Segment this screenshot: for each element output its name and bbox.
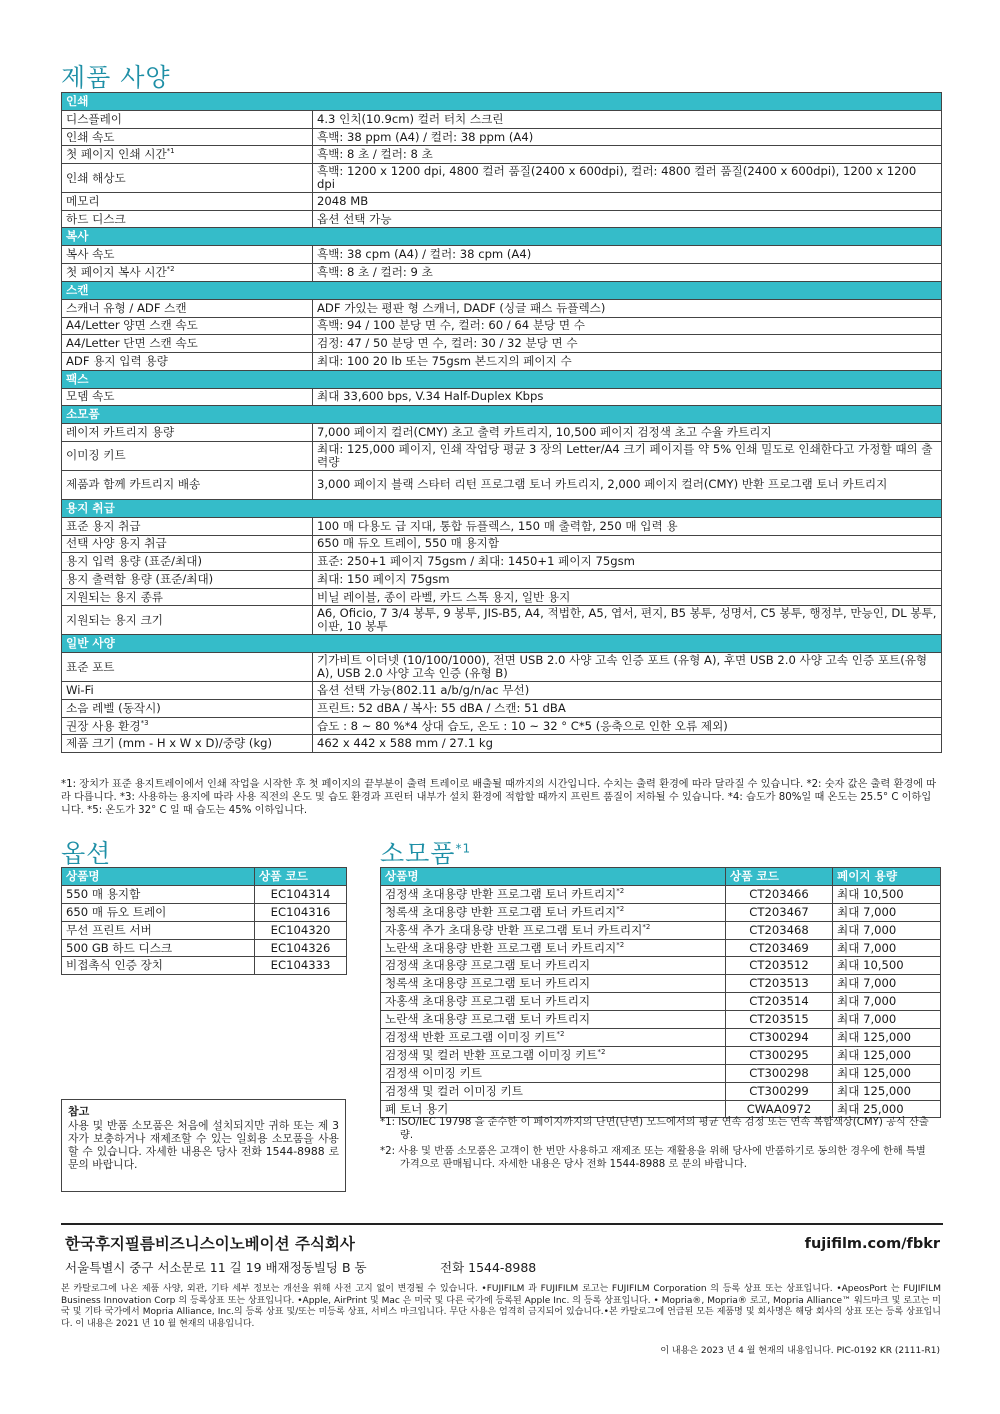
spec-label: [62, 682, 313, 700]
supply-yield: 최대 10,500: [833, 885, 941, 903]
spec-value: 옵션 선택 가능(802.11 a/b/g/n/ac 무선): [313, 682, 942, 700]
supplies-row: [381, 957, 941, 975]
spec-label: [62, 470, 313, 499]
spec-row: [62, 535, 942, 553]
option-code: EC104326: [255, 939, 347, 957]
spec-row: [62, 606, 942, 635]
spec-value: 462 x 442 x 588 mm / 27.1 kg: [313, 735, 942, 753]
spec-label-text: 용지 입력 용량 (표준/최대): [66, 554, 203, 569]
supplies-footnote-1: *1: ISO/IEC 19798 을 준수한 이 페이지까지의 단면(단면) 모드에서의 평균 연속 검정 또는 연속 복합색상(CMY) 공식 산출량.: [380, 1117, 929, 1141]
supplies-row: [381, 1011, 941, 1029]
supplies-title-sup: *1: [455, 841, 472, 856]
spec-row: [62, 193, 942, 211]
spec-value: A6, Oficio, 7 3/4 봉투, 9 봉투, JIS-B5, A4, 적법한, A5, 엽서, 편지, B5 봉투, 성명서, C5 봉투, 행정부, 만능인, DL 봉투, 이판, 10 봉투: [313, 606, 942, 635]
spec-label: [62, 588, 313, 606]
supplies-row: [381, 903, 941, 921]
spec-label-text: 첫 페이지 복사 시간: [66, 264, 167, 279]
supplies-row: [381, 885, 941, 903]
option-name: 550 매 용지함: [62, 885, 255, 903]
spec-label: [62, 606, 313, 635]
spec-footnote: *1: 장치가 표준 용지트레이에서 인쇄 작업을 시작한 후 첫 페이지의 끝부분이 출력 트레이로 배출될 때까지의 시간입니다. 수치는 출력 환경에 따라 달라질 수 있습니다. *2: 숫자 값은 출력 환경에 따라 다릅니다. *3: 사용하는 용지에 따라 사용 직전의 온도 및 습도 환경과 프린터 내부가 설치 환경에 적합할 때까지 프린트 품질이 저하될 수 있습니다. *4: 습도가 80%일 때 온도는 25.5° C 이하입니다. *5: 온도가 32° C 일 때 습도는 45% 이하입니다.: [61, 779, 937, 816]
supply-name: [381, 975, 726, 993]
options-row: [62, 957, 347, 975]
supply-yield: 최대 10,500: [833, 957, 941, 975]
spec-label: [62, 111, 313, 129]
spec-value: 프린트: 52 dBA / 복사: 55 dBA / 스캔: 51 dBA: [313, 700, 942, 718]
spec-row: [62, 317, 942, 335]
spec-table: [61, 92, 942, 753]
spec-value: 2048 MB: [313, 193, 942, 211]
notice-body: 사용 및 반품 소모품은 처음에 설치되지만 귀하 또는 제 3 자가 보충하거나 재제조할 수 있는 일회용 소모품을 사용할 수 있습니다. 자세한 내용은 당사 전화 1544-8988 로 문의 바랍니다.: [68, 1119, 339, 1171]
spec-section-header: [62, 228, 942, 246]
supply-name-sup: *2: [556, 1030, 565, 1039]
supplies-row: [381, 1046, 941, 1064]
spec-label: [62, 164, 313, 193]
spec-label: [62, 653, 313, 682]
spec-row: [62, 717, 942, 735]
supply-name-text: 검정색 및 컬러 이미징 키트: [385, 1083, 523, 1098]
spec-label: [62, 210, 313, 228]
supply-code: CT300295: [726, 1046, 833, 1064]
spec-value: 검정: 47 / 50 분당 면 수, 컬러: 30 / 32 분당 면 수: [313, 335, 942, 353]
supply-name-text: 검정색 초대용량 반환 프로그램 토너 카트리지: [385, 886, 617, 901]
supply-name: [381, 921, 726, 939]
spec-value: 비닐 레이블, 종이 라벨, 카드 스톡 용지, 일반 용지: [313, 588, 942, 606]
spec-row: [62, 164, 942, 193]
spec-value: 최대 33,600 bps, V.34 Half-Duplex Kbps: [313, 388, 942, 406]
spec-row: [62, 146, 942, 164]
spec-label: [62, 735, 313, 753]
spec-label: [62, 317, 313, 335]
spec-row: [62, 682, 942, 700]
supply-name-text: 자홍색 초대용량 프로그램 토너 카트리지: [385, 994, 591, 1009]
spec-row: [62, 424, 942, 442]
spec-row: [62, 352, 942, 370]
spec-value: 흑백: 8 초 / 컬러: 9 초: [313, 264, 942, 282]
company-phone: 전화 1544-8988: [440, 1260, 537, 1275]
spec-label-text: 스캐너 유형 / ADF 스캔: [66, 300, 187, 315]
supply-code: CT203512: [726, 957, 833, 975]
date-note: 이 내용은 2023 년 4 월 현재의 내용입니다. PIC-0192 KR (2111-R1): [660, 1346, 940, 1356]
supply-code: CT203469: [726, 939, 833, 957]
supply-name: [381, 903, 726, 921]
spec-label-text: ADF 용지 입력 용량: [66, 353, 168, 368]
supply-name: [381, 1029, 726, 1047]
supply-code: CT300298: [726, 1064, 833, 1082]
supply-name-text: 청록색 초대용량 반환 프로그램 토너 카트리지: [385, 904, 617, 919]
spec-label-sup: *1: [166, 147, 175, 156]
option-name: 500 GB 하드 디스크: [62, 939, 255, 957]
options-header-name: 상품명: [62, 868, 255, 886]
option-name: 650 매 듀오 트레이: [62, 903, 255, 921]
supplies-row: [381, 1064, 941, 1082]
spec-row: [62, 299, 942, 317]
spec-section-header: [62, 406, 942, 424]
supply-name-text: 청록색 초대용량 프로그램 토너 카트리지: [385, 976, 591, 991]
options-row: [62, 939, 347, 957]
spec-label-text: 선택 사양 용지 취급: [66, 536, 167, 551]
spec-label-text: 지원되는 용지 종류: [66, 589, 163, 604]
spec-value: 흑백: 1200 x 1200 dpi, 4800 컬러 품질(2400 x 600dpi), 컬러: 4800 컬러 품질(2400 x 600dpi), 1200 x 1200 dpi: [313, 164, 942, 193]
spec-row: [62, 653, 942, 682]
spec-row: [62, 470, 942, 499]
spec-section-title: 팩스: [62, 370, 942, 388]
supply-yield: 최대 7,000: [833, 903, 941, 921]
supply-name-sup: *2: [616, 904, 625, 913]
supply-name-text: 폐 토너 용기: [385, 1101, 449, 1116]
spec-section-header: [62, 635, 942, 653]
spec-section-title: 복사: [62, 228, 942, 246]
spec-label: [62, 299, 313, 317]
spec-label-text: A4/Letter 양면 스캔 속도: [66, 318, 198, 333]
spec-value: 흑백: 38 ppm (A4) / 컬러: 38 ppm (A4): [313, 128, 942, 146]
spec-label: [62, 146, 313, 164]
spec-value: ADF 가있는 평판 형 스캐너, DADF (싱글 패스 듀플렉스): [313, 299, 942, 317]
supplies-row: [381, 1029, 941, 1047]
spec-row: [62, 335, 942, 353]
supply-code: CT203468: [726, 921, 833, 939]
spec-label-text: 지원되는 용지 크기: [66, 612, 163, 627]
supply-yield: 최대 125,000: [833, 1064, 941, 1082]
spec-label: [62, 700, 313, 718]
supplies-table: [380, 867, 941, 1118]
company-name: 한국후지필름비즈니스이노베이션 주식회사: [65, 1235, 355, 1253]
spec-section-header: [62, 93, 942, 111]
spec-label-text: 권장 사용 환경: [66, 718, 141, 733]
spec-label-text: 첫 페이지 인쇄 시간: [66, 147, 167, 162]
supply-name: [381, 939, 726, 957]
spec-label: [62, 517, 313, 535]
spec-section-title: 인쇄: [62, 93, 942, 111]
options-header-code: 상품 코드: [255, 868, 347, 886]
spec-value: 3,000 페이지 블랙 스타터 리턴 프로그램 토너 카트리지, 2,000 페이지 컬러(CMY) 반환 프로그램 토너 카트리지: [313, 470, 942, 499]
supply-yield: 최대 25,000: [833, 1100, 941, 1118]
spec-label-text: 인쇄 해상도: [66, 170, 126, 185]
supply-code: CWAA0972: [726, 1100, 833, 1118]
supply-name: [381, 957, 726, 975]
spec-label: [62, 352, 313, 370]
supply-yield: 최대 7,000: [833, 939, 941, 957]
spec-label-text: 메모리: [66, 193, 100, 208]
spec-label-text: 레이저 카트리지 용량: [66, 425, 175, 440]
spec-section-title: 소모품: [62, 406, 942, 424]
spec-value: 옵션 선택 가능: [313, 210, 942, 228]
supply-name: [381, 1011, 726, 1029]
spec-value: 기가비트 이더넷 (10/100/1000), 전면 USB 2.0 사양 고속 인증 포트 (유형 A), 후면 USB 2.0 사양 고속 인증 포트(유형 A), USB 2.0 사양 고속 인증 (유형 B): [313, 653, 942, 682]
supplies-header-yield: 페이지 용량: [833, 868, 941, 886]
spec-label: [62, 571, 313, 589]
spec-value: 최대: 125,000 페이지, 인쇄 작업당 평균 3 장의 Letter/A4 크기 페이지를 약 5% 인쇄 밀도로 인쇄한다고 가정할 때의 출력량: [313, 441, 942, 470]
supply-name: [381, 1082, 726, 1100]
supplies-title: [380, 834, 471, 870]
spec-label-text: 표준 포트: [66, 659, 115, 674]
spec-label-text: 디스플레이: [66, 111, 122, 126]
supply-yield: 최대 7,000: [833, 975, 941, 993]
spec-label: [62, 441, 313, 470]
spec-label-text: 소음 레벨 (동작시): [66, 700, 161, 715]
supplies-row: [381, 975, 941, 993]
supply-code: CT300294: [726, 1029, 833, 1047]
supply-code: CT203466: [726, 885, 833, 903]
options-row: [62, 903, 347, 921]
supply-name: [381, 1064, 726, 1082]
option-code: EC104320: [255, 921, 347, 939]
options-row: [62, 921, 347, 939]
spec-value: 100 매 다용도 급 지대, 통합 듀플렉스, 150 매 출력함, 250 매 입력 용: [313, 517, 942, 535]
spec-value: 최대: 150 페이지 75gsm: [313, 571, 942, 589]
supply-name-text: 검정색 초대용량 프로그램 토너 카트리지: [385, 958, 591, 973]
spec-row: [62, 441, 942, 470]
supply-name-text: 검정색 이미징 키트: [385, 1065, 482, 1080]
footer-divider: [61, 1223, 943, 1225]
option-name: 비접촉식 인증 장치: [62, 957, 255, 975]
spec-value: 흑백: 8 초 / 컬러: 8 초: [313, 146, 942, 164]
supply-name: [381, 1046, 726, 1064]
supply-name-text: 노란색 초대용량 반환 프로그램 토너 카트리지: [385, 940, 617, 955]
spec-row: [62, 735, 942, 753]
spec-label: [62, 424, 313, 442]
spec-label: [62, 264, 313, 282]
spec-row: [62, 264, 942, 282]
option-code: EC104333: [255, 957, 347, 975]
spec-row: [62, 210, 942, 228]
supply-code: CT203513: [726, 975, 833, 993]
spec-row: [62, 111, 942, 129]
spec-label: [62, 128, 313, 146]
spec-label-text: 이미징 키트: [66, 448, 126, 463]
spec-row: [62, 553, 942, 571]
page-title: 제품 사양: [61, 63, 171, 92]
spec-value: 650 매 듀오 트레이, 550 매 용지함: [313, 535, 942, 553]
website-link[interactable]: fujifilm.com/fbkr: [804, 1236, 940, 1252]
supplies-footnote-2: *2: 사용 및 반품 소모품은 고객이 한 번만 사용하고 재제조 또는 재활용을 위해 당사에 반품하기로 동의한 경우에 한해 특별 가격으로 판매됩니다. 자세한 내용은 당사 전화 1544-8988 로 문의 바랍니다.: [380, 1146, 926, 1170]
option-name: 무선 프린트 서버: [62, 921, 255, 939]
disclaimer: 본 카탈로그에 나온 제품 사양, 외관, 기타 세부 정보는 개선을 위해 사전 고지 없이 변경될 수 있습니다. •FUJIFILM 과 FUJIFILM 로고는 FUJIFILM Corporation 의 등록 상표 또는 상표입니다. •ApeosPort 는 FUJIFILM Business Innovation Corp 의 등록상표 또는 상표입니다. •Apple, AirPrint 및 Mac 은 미국 및 다른 국가에 등록된 Apple Inc. 의 등록 상표입니다. • Mopria®, Mopria® 로고, Mopria Alliance™ 워드마크 및 로고는 미국 및 기타 국가에서 Mopria Alliance, Inc.의 등록 상표 및/또는 미등록 상표, 서비스 마크입니다. 무단 사용은 엄격히 금지되어 있습니다.•본 카탈로그에 언급된 모든 제품명 및 회사명은 해당 회사의 상표 또는 등록 상표입니다. 이 내용은 2021 년 10 월 현재의 내용입니다.: [61, 1284, 941, 1329]
spec-row: [62, 571, 942, 589]
spec-value: 흑백: 38 cpm (A4) / 컬러: 38 cpm (A4): [313, 246, 942, 264]
spec-row: [62, 388, 942, 406]
supply-name-text: 노란색 초대용량 프로그램 토너 카트리지: [385, 1012, 591, 1027]
spec-label-text: 복사 속도: [66, 247, 115, 262]
supplies-row: [381, 1082, 941, 1100]
spec-value: 습도 : 8 ~ 80 %*4 상대 습도, 온도 : 10 ~ 32 ° C*5 (응축으로 인한 오류 제외): [313, 717, 942, 735]
supply-name-sup: *2: [616, 940, 625, 949]
spec-row: [62, 588, 942, 606]
supply-code: CT300299: [726, 1082, 833, 1100]
spec-label: [62, 335, 313, 353]
supplies-header-code: 상품 코드: [726, 868, 833, 886]
options-table: [61, 867, 347, 975]
supply-yield: 최대 125,000: [833, 1029, 941, 1047]
company-address: 서울특별시 중구 서소문로 11 길 19 배재정동빌딩 B 동: [65, 1260, 367, 1275]
supply-code: CT203514: [726, 993, 833, 1011]
options-title: 옵션: [61, 839, 112, 868]
spec-label: [62, 535, 313, 553]
spec-section-title: 용지 취급: [62, 499, 942, 517]
spec-label-text: 하드 디스크: [66, 211, 126, 226]
spec-value: 흑백: 94 / 100 분당 면 수, 컬러: 60 / 64 분당 면 수: [313, 317, 942, 335]
supplies-row: [381, 921, 941, 939]
spec-row: [62, 517, 942, 535]
supplies-title-text: 소모품: [380, 839, 456, 868]
spec-section-header: [62, 499, 942, 517]
supply-yield: 최대 7,000: [833, 993, 941, 1011]
spec-value: 표준: 250+1 페이지 75gsm / 최대: 1450+1 페이지 75gsm: [313, 553, 942, 571]
spec-label: [62, 388, 313, 406]
supply-name: [381, 885, 726, 903]
supply-yield: 최대 7,000: [833, 921, 941, 939]
supply-code: CT203515: [726, 1011, 833, 1029]
supply-name: [381, 993, 726, 1011]
spec-value: 최대: 100 20 lb 또는 75gsm 본드지의 페이지 수: [313, 352, 942, 370]
spec-label: [62, 717, 313, 735]
spec-label-text: 제품과 함께 카트리지 배송: [66, 477, 201, 492]
spec-label-text: 용지 출력함 용량 (표준/최대): [66, 571, 214, 586]
option-code: EC104314: [255, 885, 347, 903]
notice-title: 참고: [68, 1105, 90, 1118]
spec-value: 4.3 인치(10.9cm) 컬러 터치 스크린: [313, 111, 942, 129]
supply-yield: 최대 7,000: [833, 1011, 941, 1029]
supply-yield: 최대 125,000: [833, 1082, 941, 1100]
supplies-row: [381, 993, 941, 1011]
options-row: [62, 885, 347, 903]
spec-row: [62, 246, 942, 264]
spec-section-header: [62, 370, 942, 388]
spec-row: [62, 700, 942, 718]
spec-section-header: [62, 281, 942, 299]
spec-label-text: Wi-Fi: [66, 683, 94, 698]
spec-label-sup: *3: [140, 718, 149, 727]
spec-value: 7,000 페이지 컬러(CMY) 초고 출력 카트리지, 10,500 페이지 검정색 초고 수율 카트리지: [313, 424, 942, 442]
spec-label-text: 표준 용지 취급: [66, 518, 141, 533]
option-code: EC104316: [255, 903, 347, 921]
spec-label-text: 인쇄 속도: [66, 129, 115, 144]
supply-yield: 최대 125,000: [833, 1046, 941, 1064]
spec-label: [62, 553, 313, 571]
supply-code: CT203467: [726, 903, 833, 921]
spec-label-text: A4/Letter 단면 스캔 속도: [66, 336, 198, 351]
spec-label: [62, 193, 313, 211]
supply-name-sup: *2: [642, 922, 651, 931]
spec-label-sup: *2: [166, 265, 175, 274]
supply-name-sup: *2: [597, 1047, 606, 1056]
supply-name-text: 검정색 반환 프로그램 이미징 키트: [385, 1029, 557, 1044]
spec-label-text: 제품 크기 (mm - H x W x D)/중량 (kg): [66, 736, 273, 751]
supply-name-sup: *2: [616, 886, 625, 895]
spec-label: [62, 246, 313, 264]
supply-name-text: 자홍색 추가 초대용량 반환 프로그램 토너 카트리지: [385, 922, 643, 937]
supplies-header-name: 상품명: [381, 868, 726, 886]
supplies-row: [381, 939, 941, 957]
spec-section-title: 일반 사양: [62, 635, 942, 653]
supply-name-text: 검정색 및 컬러 반환 프로그램 이미징 키트: [385, 1047, 598, 1062]
spec-label-text: 모뎀 속도: [66, 389, 115, 404]
notice-box: [61, 1099, 346, 1192]
spec-section-title: 스캔: [62, 281, 942, 299]
spec-row: [62, 128, 942, 146]
